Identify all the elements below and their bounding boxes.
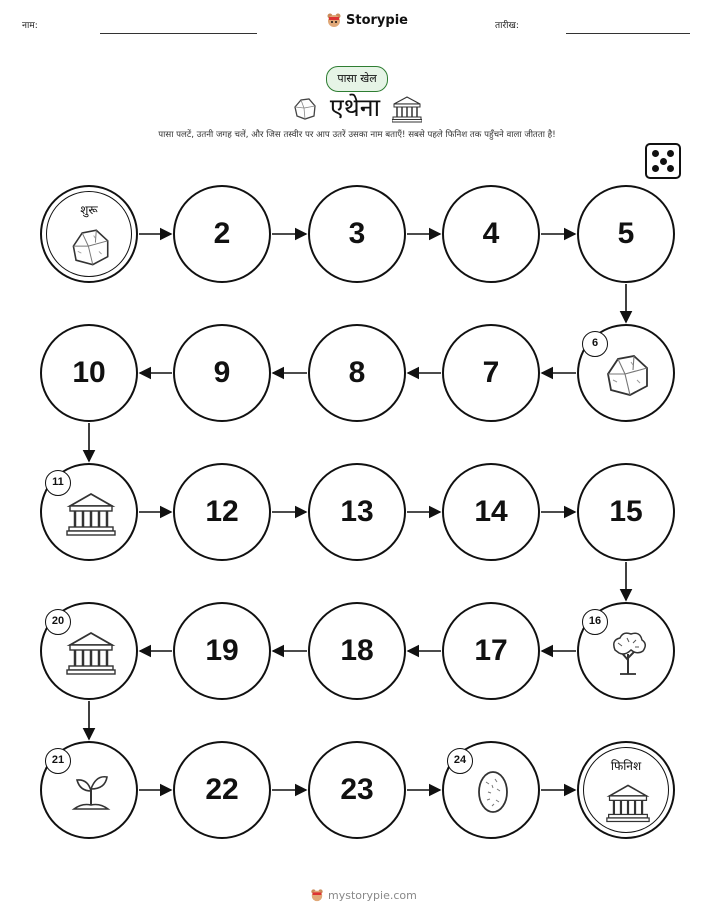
bear-icon: [310, 888, 324, 902]
board-cell: [40, 602, 138, 700]
cell-number-badge: 20: [45, 609, 71, 635]
cell-number-badge: 21: [45, 748, 71, 774]
board-cell: [577, 185, 675, 283]
cell-number: 15: [609, 495, 643, 528]
board-cell: [173, 741, 271, 839]
start-cell: [40, 185, 138, 283]
cell-number: 12: [205, 495, 239, 528]
board-cell: [577, 463, 675, 561]
board-cell: [442, 463, 540, 561]
cell-number: 19: [205, 634, 239, 667]
board-cell: [40, 741, 138, 839]
board-cell: [173, 463, 271, 561]
finish-cell: [577, 741, 675, 839]
olive-icon: [468, 767, 518, 817]
title-text: एथेना: [329, 93, 381, 122]
cell-number-badge: 6: [582, 331, 608, 357]
rock-icon: [603, 350, 653, 400]
footer-site: mystorypie.com: [328, 888, 417, 902]
board-cell: [308, 463, 406, 561]
date-label: तारीख:: [495, 21, 519, 31]
board-cell: [442, 324, 540, 422]
rock-icon: [69, 225, 113, 269]
board-cell: [308, 602, 406, 700]
cell-number: 13: [340, 495, 374, 528]
cell-number-badge: 11: [45, 470, 71, 496]
cell-number: 9: [213, 356, 231, 389]
board-cell: [173, 602, 271, 700]
board-cell: [40, 463, 138, 561]
cell-number-badge: 16: [582, 609, 608, 635]
cell-number: 4: [482, 217, 500, 250]
board-cell: [173, 324, 271, 422]
footer: [310, 888, 417, 902]
cell-number-badge: 24: [447, 748, 473, 774]
board-cell: [442, 602, 540, 700]
cell-number: 2: [213, 217, 231, 250]
temple-icon: [66, 628, 116, 678]
board-cell: [308, 185, 406, 283]
temple-icon: [66, 489, 116, 539]
board-cell: [577, 324, 675, 422]
board-cell: [442, 185, 540, 283]
board-cell: [308, 741, 406, 839]
cell-number: 17: [474, 634, 508, 667]
temple-icon: [606, 781, 650, 825]
game-tag: पासा खेल: [326, 66, 388, 92]
olive-tree-icon: [603, 628, 653, 678]
board-cell: [173, 185, 271, 283]
cell-number: 5: [617, 217, 635, 250]
cell-number: 8: [348, 356, 366, 389]
board-cell: [308, 324, 406, 422]
cell-number: 23: [340, 773, 374, 806]
board-cell: [40, 324, 138, 422]
cell-number: 7: [482, 356, 500, 389]
finish-label: फिनिश: [610, 759, 642, 773]
cell-number: 22: [205, 773, 239, 806]
sprout-icon: [66, 767, 116, 817]
cell-number: 14: [474, 495, 508, 528]
brand-name: Storypie: [346, 12, 408, 28]
instructions: पासा पलटें, उतनी जगह चलें, और जिस तस्वीर पर आप उतरें उसका नाम बताएँ! सबसे पहले फिनिश तक पहुँचने वाला जीतता है!: [158, 130, 556, 140]
cell-number: 18: [340, 634, 374, 667]
cell-number: 10: [72, 356, 106, 389]
name-label: नाम:: [22, 21, 38, 31]
cell-number: 3: [348, 217, 366, 250]
board-cell: [442, 741, 540, 839]
start-label: शुरू: [80, 203, 98, 217]
board-cell: [577, 602, 675, 700]
